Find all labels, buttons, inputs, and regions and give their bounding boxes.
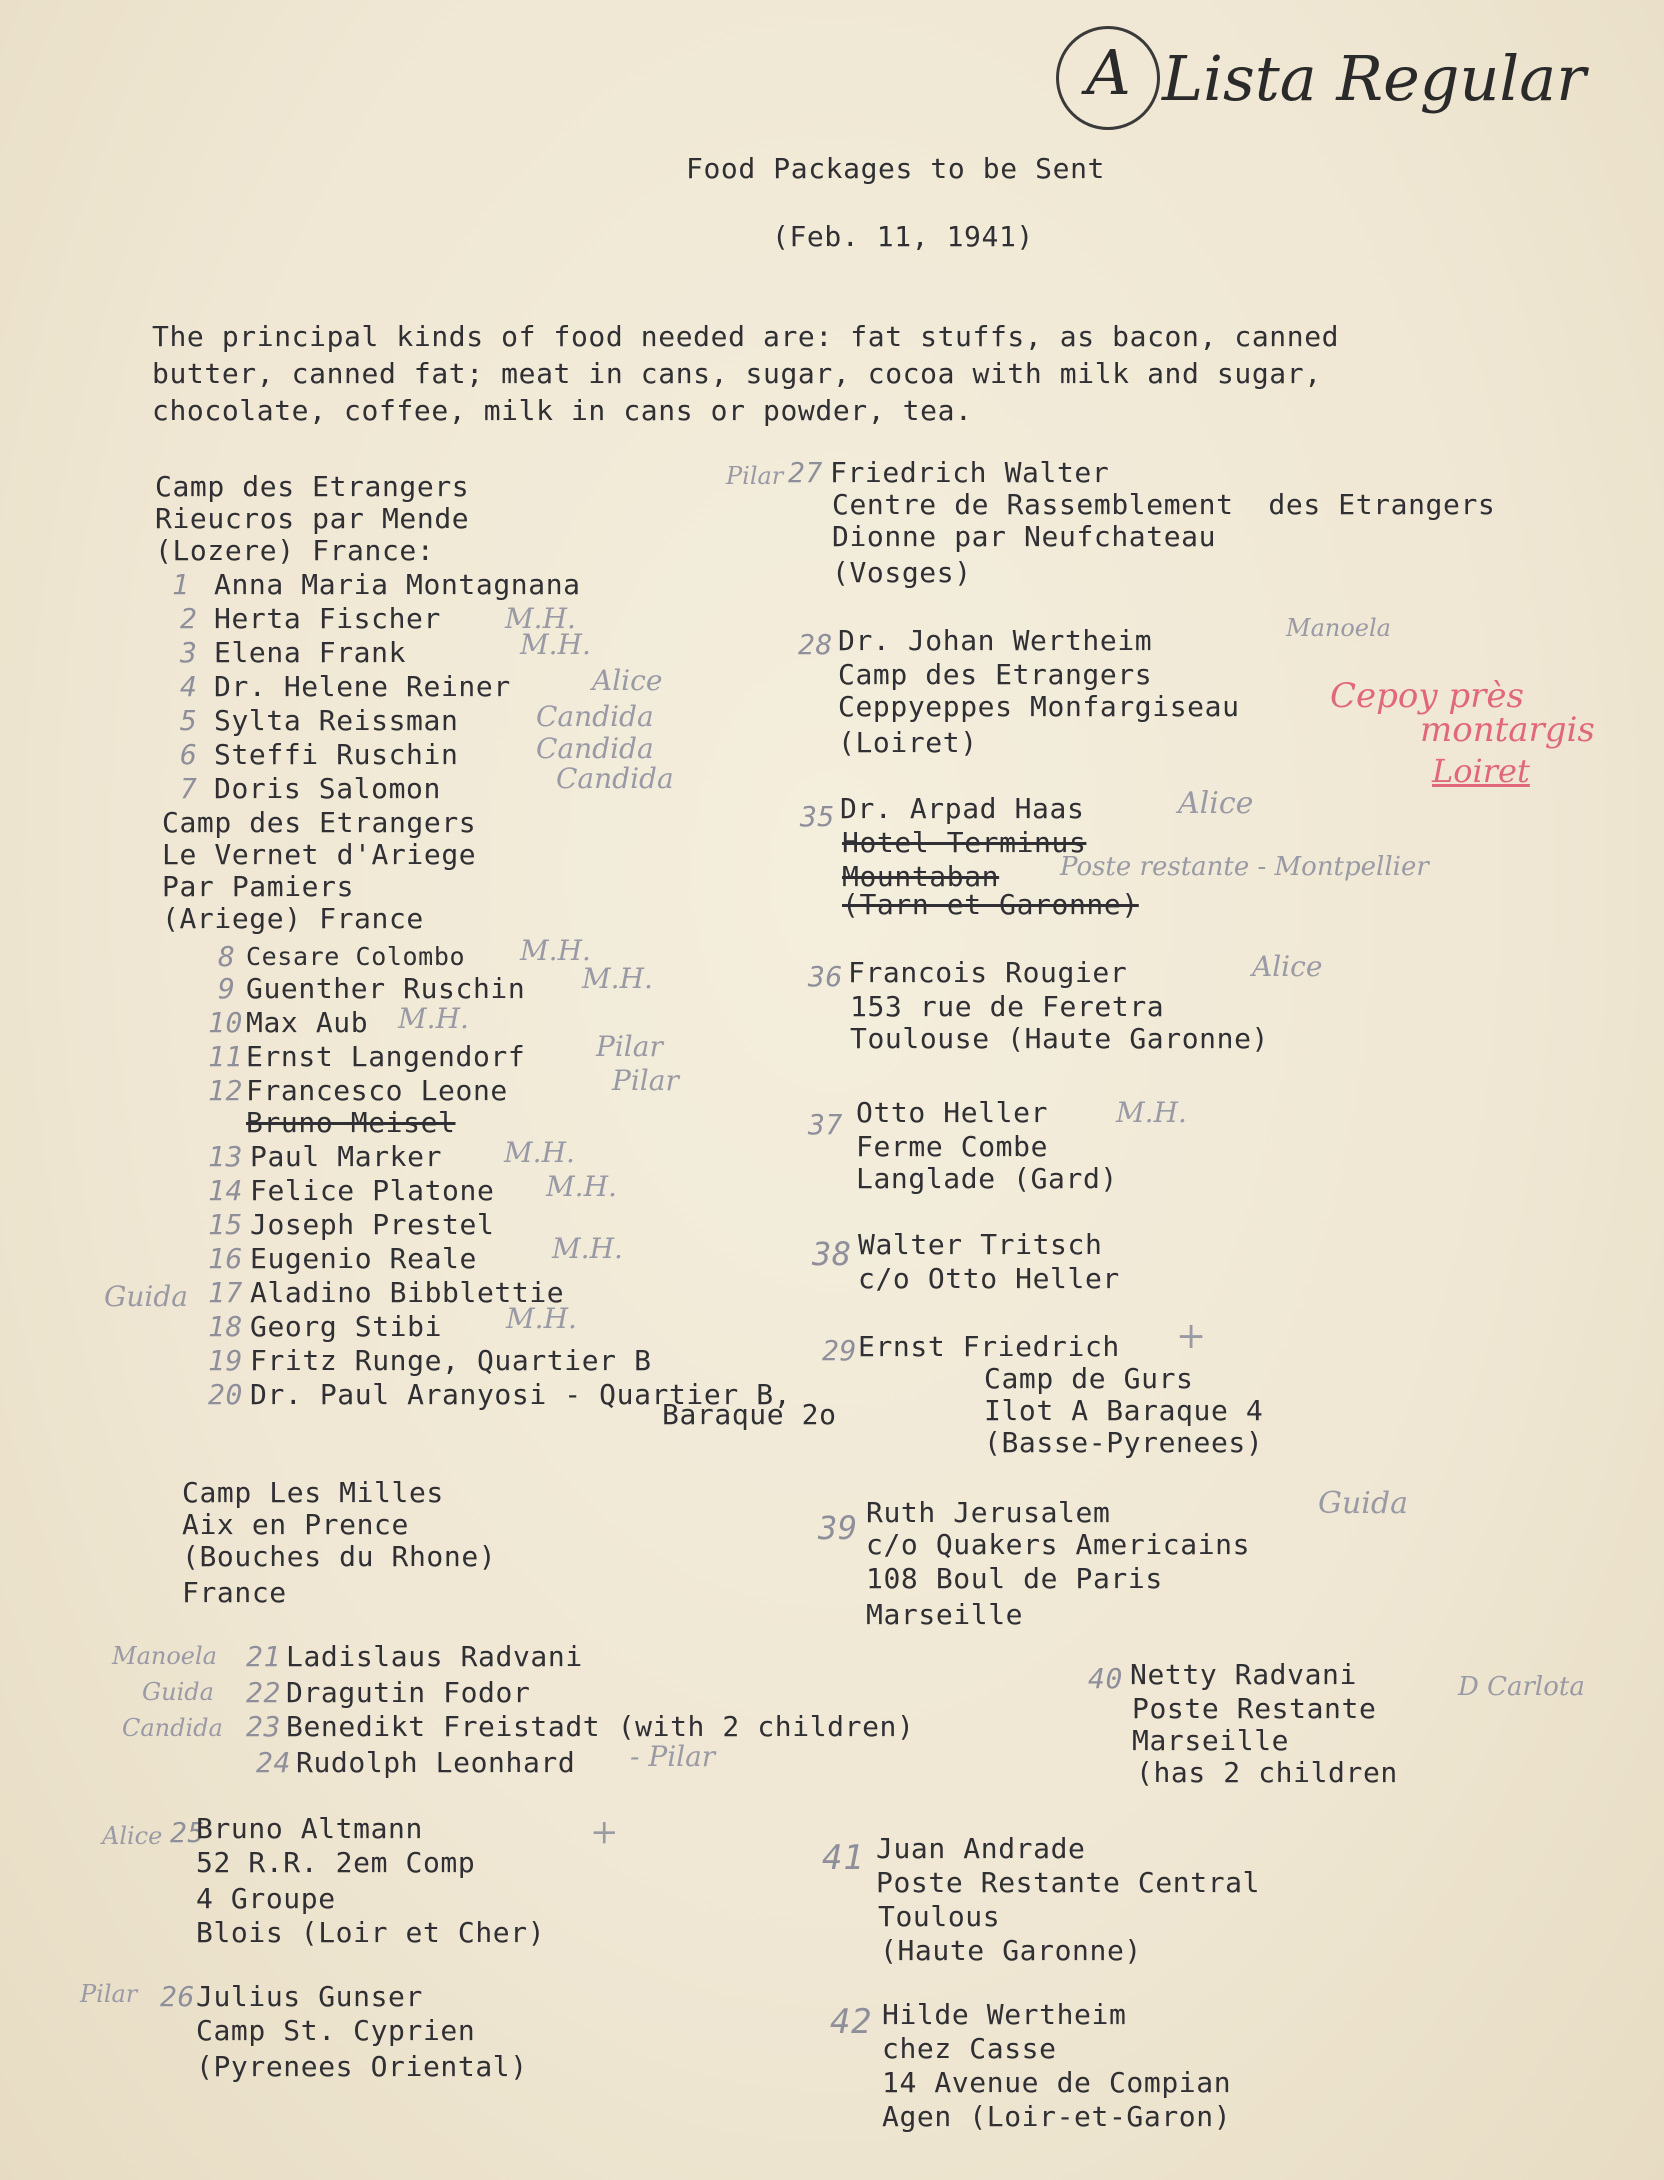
- person-name: Dr. Arpad Haas: [840, 792, 1085, 825]
- entry-number: 4: [180, 670, 198, 703]
- entry-number: 5: [180, 704, 198, 737]
- entry-number: 37: [808, 1108, 843, 1141]
- person-name: Aladino Bibblettie: [250, 1276, 565, 1309]
- address-line: 52 R.R. 2em Comp: [196, 1846, 476, 1879]
- entry-number: 19: [208, 1344, 243, 1377]
- intro-line-1: The principal kinds of food needed are: fat stuffs, as bacon, canned: [152, 320, 1340, 353]
- address-line: (Pyrenees Oriental): [196, 2050, 528, 2083]
- person-name: Julius Gunser: [196, 1980, 423, 2013]
- handwritten-note: Alice: [102, 1822, 163, 1850]
- handwritten-note: M.H.: [504, 1136, 575, 1169]
- address-line: Blois (Loir et Cher): [196, 1916, 546, 1949]
- address-line: Poste Restante: [1132, 1692, 1377, 1725]
- person-name: Elena Frank: [214, 636, 407, 669]
- address-line: chez Casse: [882, 2032, 1057, 2065]
- document-title: Food Packages to be Sent: [686, 152, 1105, 185]
- entry-number: 18: [208, 1310, 243, 1343]
- circled-letter: A: [1086, 36, 1131, 109]
- address-line: (Vosges): [832, 556, 972, 589]
- handwritten-note: Candida: [556, 762, 674, 795]
- person-name: Dr. Paul Aranyosi - Quartier B,: [250, 1378, 792, 1411]
- entry-number: 11: [208, 1040, 243, 1073]
- entry-number: 1: [172, 568, 190, 601]
- camp3-line: France: [182, 1576, 287, 1609]
- person-name: Benedikt Freistadt (with 2 children): [286, 1710, 915, 1743]
- address-line: Centre de Rassemblement des Etrangers: [832, 488, 1496, 521]
- entry-number: 6: [180, 738, 198, 771]
- handwritten-note: M.H.: [506, 1302, 577, 1335]
- entry-number: 39: [818, 1509, 858, 1547]
- handwritten-cross-icon: +: [590, 1812, 619, 1852]
- address-line: Baraque 2o: [662, 1398, 837, 1431]
- address-line: Ceppyeppes Monfargiseau: [838, 690, 1240, 723]
- entry-number: 21: [246, 1640, 281, 1673]
- address-line: Langlade (Gard): [856, 1162, 1118, 1195]
- address-line: Marseille: [1132, 1724, 1290, 1757]
- address-line: Ferme Combe: [856, 1130, 1049, 1163]
- entry-number: 28: [798, 628, 833, 661]
- person-name: Dr. Helene Reiner: [214, 670, 511, 703]
- intro-line-3: chocolate, coffee, milk in cans or powder, tea.: [152, 394, 973, 427]
- address-line: Agen (Loir-et-Garon): [882, 2100, 1232, 2133]
- person-name: Eugenio Reale: [250, 1242, 477, 1275]
- camp2-line: Par Pamiers: [162, 870, 355, 903]
- person-name: Joseph Prestel: [250, 1208, 495, 1241]
- handwritten-note: Alice: [1178, 786, 1254, 821]
- handwritten-cross-icon: +: [1176, 1316, 1207, 1357]
- person-name: Max Aub: [246, 1006, 369, 1039]
- handwritten-note: M.H.: [582, 962, 653, 995]
- address-line: Dionne par Neufchateau: [832, 520, 1217, 553]
- person-name: Sylta Reissman: [214, 704, 459, 737]
- entry-number: 16: [208, 1242, 243, 1275]
- person-name: Bruno Altmann: [196, 1812, 423, 1845]
- handwritten-note: M.H.: [520, 628, 591, 661]
- handwritten-note: Candida: [536, 732, 654, 765]
- person-name: Felice Platone: [250, 1174, 495, 1207]
- camp1-line: Camp des Etrangers: [155, 470, 470, 503]
- struck-address: (Tarn et Garonne): [842, 888, 1139, 921]
- entry-number: 10: [208, 1006, 243, 1039]
- entry-number: 20: [208, 1378, 243, 1411]
- red-correction: Loiret: [1432, 752, 1530, 790]
- entry-number: 40: [1088, 1662, 1123, 1695]
- handwritten-note: Pilar: [596, 1030, 663, 1063]
- person-name: Steffi Ruschin: [214, 738, 459, 771]
- entry-number: 29: [822, 1334, 857, 1367]
- address-line: (Haute Garonne): [880, 1934, 1142, 1967]
- camp1-line: Rieucros par Mende: [155, 502, 470, 535]
- address-line: c/o Otto Heller: [858, 1262, 1120, 1295]
- camp3-line: (Bouches du Rhone): [182, 1540, 497, 1573]
- person-name: Fritz Runge, Quartier B: [250, 1344, 652, 1377]
- handwritten-note: D Carlota: [1458, 1672, 1585, 1702]
- handwritten-note: Pilar: [612, 1064, 679, 1097]
- entry-number: 9: [218, 972, 236, 1005]
- document-date: (Feb. 11, 1941): [772, 220, 1034, 253]
- entry-number: 36: [808, 960, 843, 993]
- handwritten-note: M.H.: [1116, 1096, 1187, 1129]
- address-line: 14 Avenue de Compian: [882, 2066, 1232, 2099]
- struck-name: Bruno Meisel: [246, 1106, 456, 1139]
- entry-number: 15: [208, 1208, 243, 1241]
- camp2-line: (Ariege) France: [162, 902, 424, 935]
- entry-number: 22: [246, 1676, 281, 1709]
- address-line: Camp des Etrangers: [838, 658, 1153, 691]
- handwritten-note: Guida: [104, 1280, 188, 1313]
- entry-number: 42: [830, 2002, 873, 2042]
- entry-number: 12: [208, 1074, 243, 1107]
- person-name: Ladislaus Radvani: [286, 1640, 583, 1673]
- handwritten-note: Candida: [536, 700, 654, 733]
- person-name: Ruth Jerusalem: [866, 1496, 1111, 1529]
- address-line: 4 Groupe: [196, 1882, 336, 1915]
- person-name: Anna Maria Montagnana: [214, 568, 581, 601]
- handwritten-note: Pilar: [726, 462, 784, 490]
- red-correction: montargis: [1420, 710, 1595, 750]
- handwritten-note: M.H.: [398, 1002, 469, 1035]
- person-name: Cesare Colombo: [246, 942, 466, 971]
- list-title-handwritten: Lista Regular: [1162, 42, 1586, 115]
- address-line: Ilot A Baraque 4: [984, 1394, 1264, 1427]
- person-name: Dragutin Fodor: [286, 1676, 531, 1709]
- person-name: Hilde Wertheim: [882, 1998, 1127, 2031]
- address-line: Camp de Gurs: [984, 1362, 1194, 1395]
- person-name: Juan Andrade: [876, 1832, 1086, 1865]
- handwritten-note: Guida: [142, 1678, 214, 1706]
- handwritten-note: Manoela: [112, 1642, 217, 1670]
- handwritten-replacement: Poste restante - Montpellier: [1060, 852, 1429, 882]
- struck-address: Mountaban: [842, 860, 1000, 893]
- person-name: Herta Fischer: [214, 602, 441, 635]
- entry-number: 25: [170, 1816, 205, 1849]
- address-line: Camp St. Cyprien: [196, 2014, 476, 2047]
- entry-number: 23: [246, 1710, 281, 1743]
- person-name: Francesco Leone: [246, 1074, 508, 1107]
- camp2-line: Le Vernet d'Ariege: [162, 838, 477, 871]
- struck-address: Hotel Terminus: [842, 826, 1087, 859]
- handwritten-note: Alice: [1252, 950, 1323, 983]
- person-name: Paul Marker: [250, 1140, 443, 1173]
- entry-number: 2: [180, 602, 198, 635]
- entry-number: 13: [208, 1140, 243, 1173]
- handwritten-note: Guida: [1318, 1486, 1408, 1521]
- person-name: Ernst Langendorf: [246, 1040, 526, 1073]
- address-line: c/o Quakers Americains: [866, 1528, 1251, 1561]
- handwritten-note: M.H.: [546, 1170, 617, 1203]
- person-name: Guenther Ruschin: [246, 972, 526, 1005]
- handwritten-note: Manoela: [1286, 614, 1391, 642]
- address-line: 153 rue de Feretra: [850, 990, 1165, 1023]
- person-name: Dr. Johan Wertheim: [838, 624, 1153, 657]
- intro-line-2: butter, canned fat; meat in cans, sugar, cocoa with milk and sugar,: [152, 357, 1322, 390]
- person-name: Walter Tritsch: [858, 1228, 1103, 1261]
- person-name: Georg Stibi: [250, 1310, 443, 1343]
- handwritten-note: M.H.: [520, 934, 591, 967]
- camp3-line: Camp Les Milles: [182, 1476, 444, 1509]
- handwritten-note: Candida: [122, 1714, 223, 1742]
- entry-number: 27: [788, 456, 823, 489]
- address-line: (Basse-Pyrenees): [984, 1426, 1264, 1459]
- address-line: Marseille: [866, 1598, 1024, 1631]
- entry-number: 38: [812, 1235, 852, 1273]
- person-name: Doris Salomon: [214, 772, 441, 805]
- person-name: Netty Radvani: [1130, 1658, 1357, 1691]
- entry-number: 41: [822, 1838, 865, 1878]
- camp3-line: Aix en Prence: [182, 1508, 409, 1541]
- list-label: [1050, 22, 1590, 132]
- person-name: Friedrich Walter: [830, 456, 1110, 489]
- person-name: Francois Rougier: [848, 956, 1128, 989]
- entry-number: 24: [256, 1746, 291, 1779]
- camp2-line: Camp des Etrangers: [162, 806, 477, 839]
- handwritten-note: - Pilar: [630, 1740, 716, 1773]
- address-line: Toulous: [878, 1900, 1001, 1933]
- entry-number: 26: [160, 1980, 195, 2013]
- handwritten-note: M.H.: [505, 602, 576, 635]
- entry-number: 3: [180, 636, 198, 669]
- handwritten-note: Alice: [592, 664, 663, 697]
- person-name: Otto Heller: [856, 1096, 1049, 1129]
- red-correction: Cepoy près: [1330, 676, 1524, 716]
- handwritten-note: M.H.: [552, 1232, 623, 1265]
- address-line: 108 Boul de Paris: [866, 1562, 1163, 1595]
- handwritten-note: Pilar: [80, 1980, 138, 2008]
- entry-number: 8: [218, 940, 236, 973]
- entry-number: 14: [208, 1174, 243, 1207]
- address-line: (Loiret): [838, 726, 978, 759]
- person-name: Ernst Friedrich: [858, 1330, 1120, 1363]
- entry-number: 35: [800, 800, 835, 833]
- address-line: (has 2 children: [1136, 1756, 1398, 1789]
- entry-number: 7: [180, 772, 198, 805]
- address-line: Toulouse (Haute Garonne): [850, 1022, 1269, 1055]
- address-line: Poste Restante Central: [876, 1866, 1261, 1899]
- camp1-line: (Lozere) France:: [155, 534, 435, 567]
- person-name: Rudolph Leonhard: [296, 1746, 576, 1779]
- entry-number: 17: [208, 1276, 243, 1309]
